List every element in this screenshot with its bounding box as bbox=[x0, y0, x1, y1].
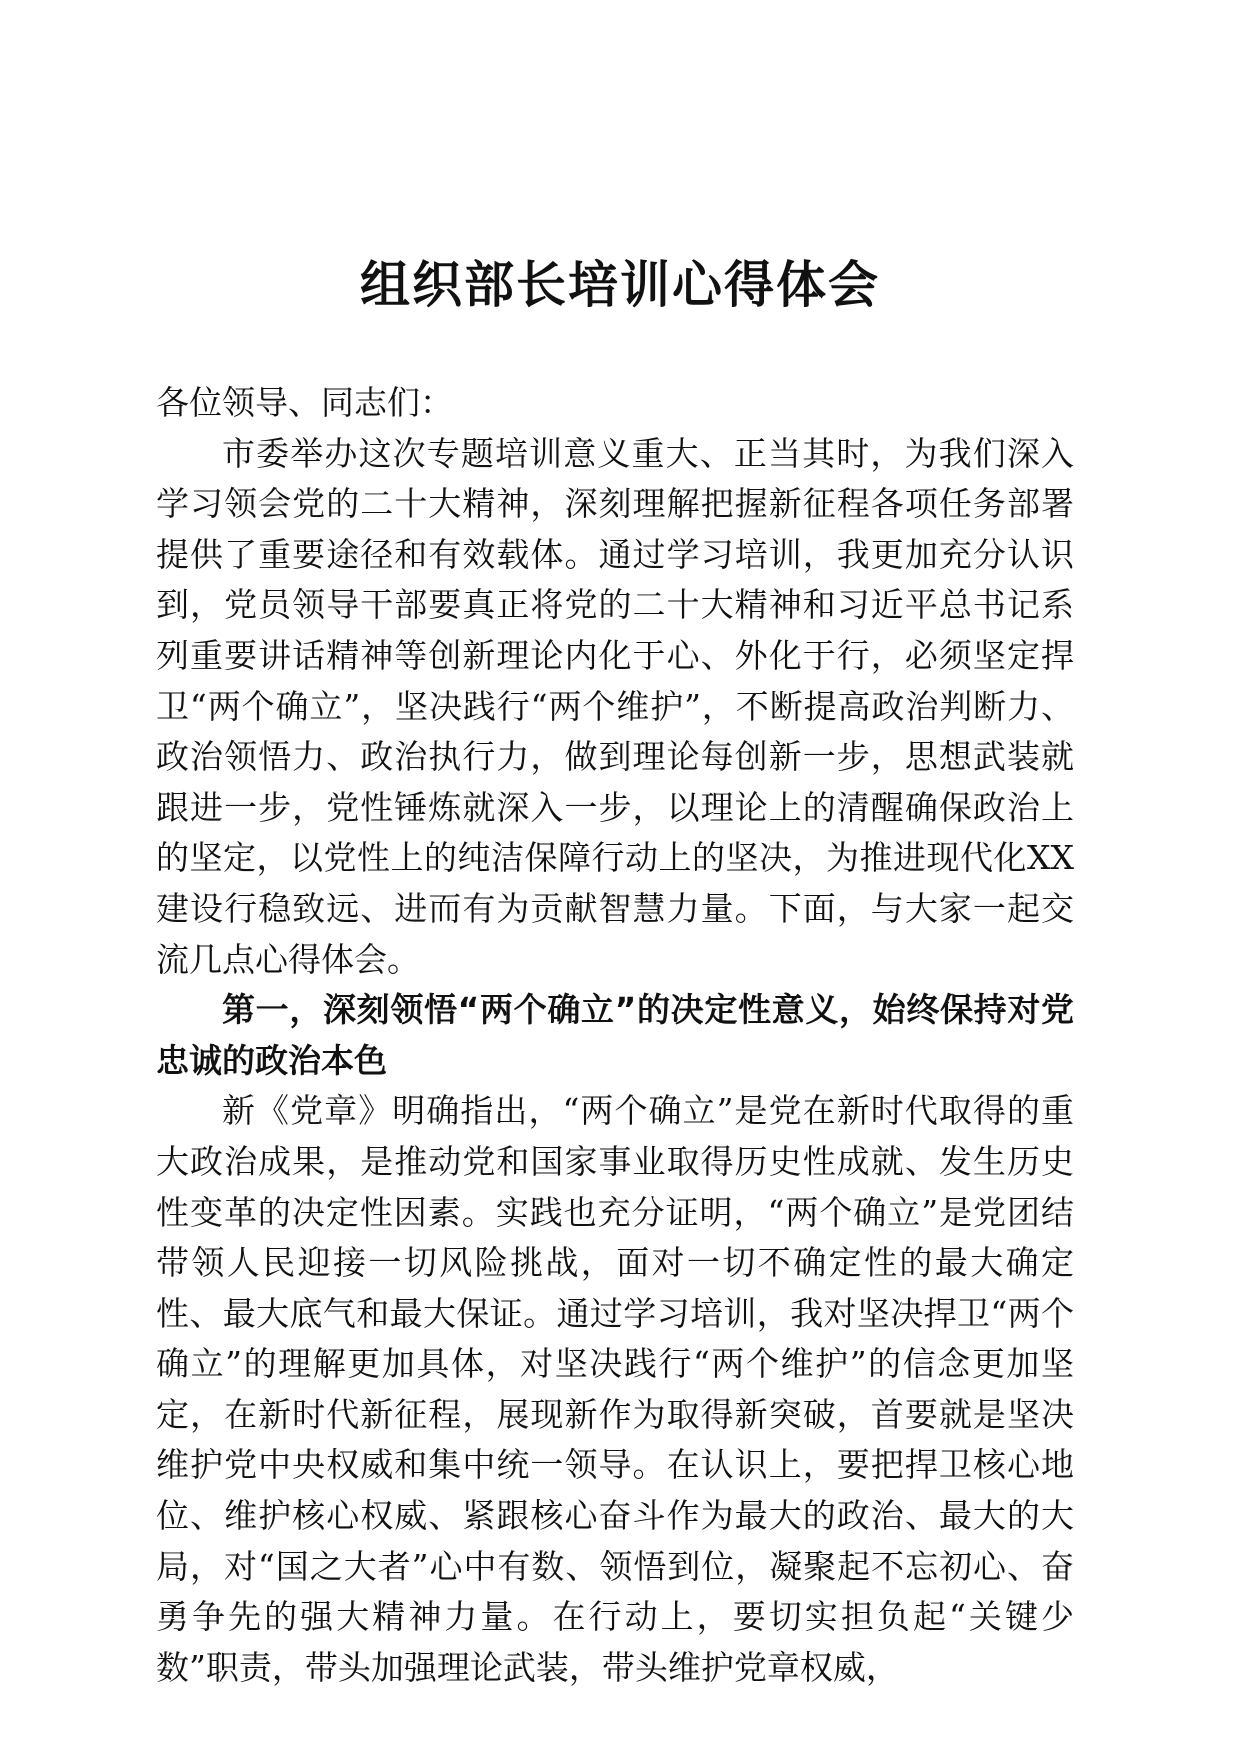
section-paragraph: 新《党章》明确指出，“两个确立”是党在新时代取得的重大政治成果，是推动党和国家事业取得历史性成就、发生历史性变革的决定性因素。实践也充分证明，“两个确立”是党团结带领人民迎接一切风险挑战，面对一切不确定性的最大确定性、最大底气和最大保证。通过学习培训，我对坚决捍卫“两个确立”的理解更加具体，对坚决践行“两个维护”的信念更加坚定，在新时代新征程，展现新作为取得新突破，首要就是坚决维护党中央权威和集中统一领导。在认识上，要把捍卫核心地位、维护核心权威、紧跟核心奋斗作为最大的政治、最大的大局，对“国之大者”心中有数、领悟到位，凝聚起不忘初心、奋勇争先的强大精神力量。在行动上，要切实担负起“关键少数”职责，带头加强理论武装，带头维护党章权威， bbox=[156, 1091, 1074, 1687]
intro-paragraph: 市委举办这次专题培训意义重大、正当其时，为我们深入学习领会党的二十大精神，深刻理解把握新征程各项任务部署提供了重要途径和有效载体。通过学习培训，我更加充分认识到，党员领导干部要真正将党的二十大精神和习近平总书记系列重要讲话精神等创新理论内化于心、外化于行，必须坚定捍卫“两个确立”，坚决践行“两个维护”，不断提高政治判断力、政治领悟力、政治执行力，做到理论每创新一步，思想武装就跟进一步，党性锤炼就深入一步，以理论上的清醒确保政治上的坚定，以党性上的纯洁保障行动上的坚决，为推进现代化XX建设行稳致远、进而有为贡献智慧力量。下面，与大家一起交流几点心得体会。 bbox=[156, 433, 1074, 979]
salutation: 各位领导、同志们： bbox=[156, 383, 453, 422]
document-body bbox=[156, 378, 1074, 1693]
document-title: 组织部长培训心得体会 bbox=[360, 255, 880, 314]
section-heading: 第一，深刻领悟“两个确立”的决定性意义，始终保持对党忠诚的政治本色 bbox=[156, 990, 1074, 1080]
